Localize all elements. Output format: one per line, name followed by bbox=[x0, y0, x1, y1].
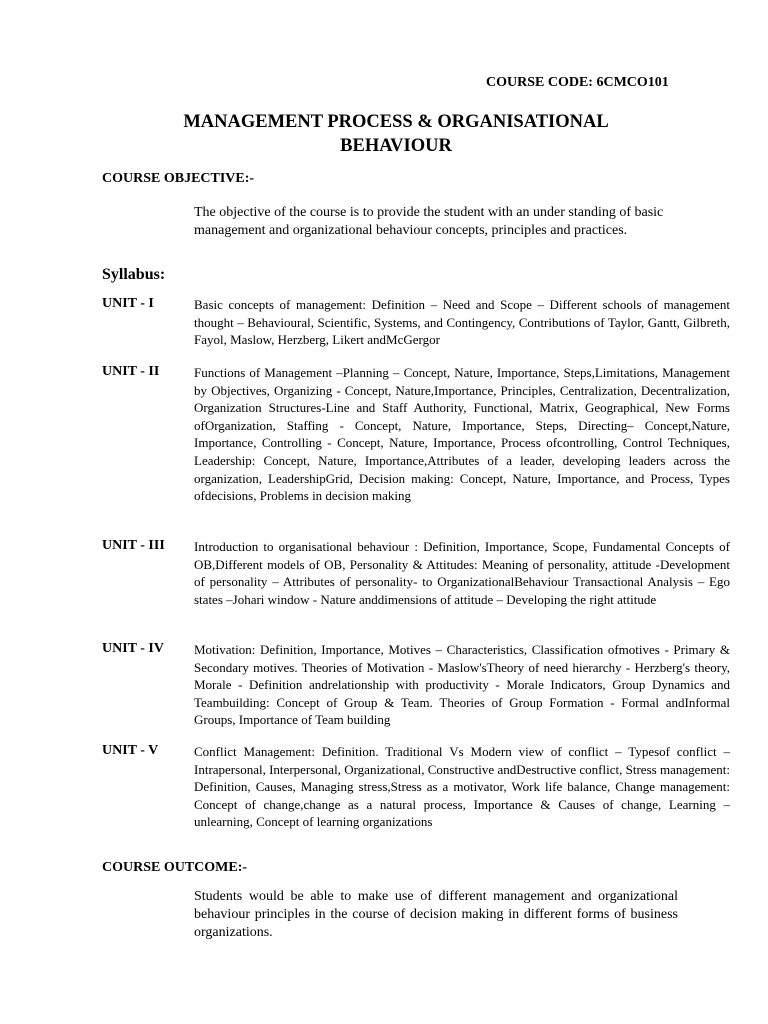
unit-label: UNIT - IV bbox=[102, 641, 164, 656]
unit-label: UNIT - I bbox=[102, 296, 154, 311]
unit-description: Functions of Management –Planning – Concept, Nature, Importance, Steps,Limitations, Management by Objectives, Organizing - Concept, Nature,Importance, Principles, Centralization, Decentralization, Organization Structures-Line and Staff Authority, Functional, Matrix, Geographical, New Forms ofOrganization, Staffing - Concept, Nature, Importance, Steps, Directing– Concept,Nature, Importance, Controlling - Concept, Nature, Importance, Process ofcontrolling, Control Techniques, Leadership: Concept, Nature, Importance,Attributes of a leader, developing leaders across the organization, LeadershipGrid, Decision making: Concept, Nature, Importance, and Process, Types ofdecisions, Problems in decision making bbox=[194, 365, 730, 504]
unit-description: Motivation: Definition, Importance, Motives – Characteristics, Classification ofmotives - Primary & Secondary motives. Theories of Motivation - Maslow'sTheory of need hierarchy - Herzberg's theory, Morale - Definition andrelationship with productivity - Morale Indicators, Group Dynamics and Teambuilding: Concept of Group & Team. Theories of Group Formation - Formal andInformal Groups, Importance of Team building bbox=[194, 642, 730, 728]
unit-label: UNIT - V bbox=[102, 743, 159, 758]
unit-description: Conflict Management: Definition. Traditional Vs Modern view of conflict – Typesof conflict – Intrapersonal, Interpersonal, Organizational, Constructive andDestructive conflict, Stress management: Definition, Causes, Managing stress,Stress as a motivator, Work life balance, Change management: Concept of change,change as a natural process, Importance & Causes of change, Learning –unlearning, Concept of learning organizations bbox=[194, 744, 730, 830]
course-objective-text: The objective of the course is to provide the student with an under standing of basic management and organizational behaviour concepts, principles and practices. bbox=[194, 205, 664, 238]
page-title bbox=[100, 110, 692, 158]
unit-label: UNIT - III bbox=[102, 538, 165, 553]
title-line-1: MANAGEMENT PROCESS & ORGANISATIONAL bbox=[183, 112, 609, 132]
course-code: COURSE CODE: 6CMCO101 bbox=[486, 75, 669, 90]
course-objective-heading: COURSE OBJECTIVE:- bbox=[102, 171, 255, 186]
syllabus-heading: Syllabus: bbox=[102, 266, 166, 283]
title-line-2: BEHAVIOUR bbox=[340, 136, 452, 156]
course-outcome-text: Students would be able to make use of different management and organizational behaviour principles in the course of decision making in different forms of business organizations. bbox=[194, 889, 678, 940]
unit-label: UNIT - II bbox=[102, 364, 160, 379]
unit-description: Basic concepts of management: Definition – Need and Scope – Different schools of management thought – Behavioural, Scientific, Systems, and Contingency, Contributions of Taylor, Gantt, Gilbreth, Fayol, Maslow, Herzberg, Likert andMcGergor bbox=[194, 297, 730, 348]
unit-description: Introduction to organisational behaviour : Definition, Importance, Scope, Fundamental Concepts of OB,Different models of OB, Personality & Attitudes: Meaning of personality, attitude -Development of personality – Attributes of personality- to OrganizationalBehaviour Transactional Analysis – Ego states –Johari window - Nature anddimensions of attitude – Developing the right attitude bbox=[194, 539, 730, 607]
course-outcome-heading: COURSE OUTCOME:- bbox=[102, 860, 248, 875]
